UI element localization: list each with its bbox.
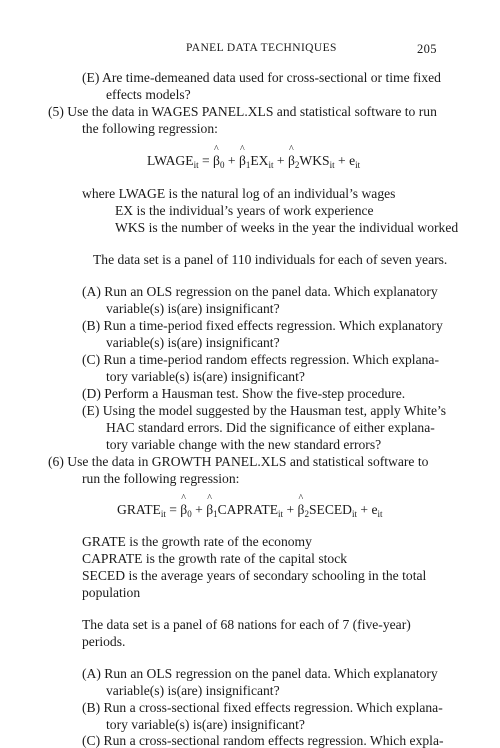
q6-def-line3: SECED is the average years of secondary schooling in the total xyxy=(82,568,427,583)
eq-variable: SECED xyxy=(308,502,353,517)
beta-hat-symbol: ^ β xyxy=(298,502,305,518)
q5-c-line2: tory variable(s) is(are) insignificant? xyxy=(106,369,305,384)
beta-hat-symbol: ^ β xyxy=(213,153,220,169)
eq-subscript: 1 xyxy=(245,160,251,170)
q5-c-line1: (C) Run a time-period random effects regression. Which explana- xyxy=(82,352,439,367)
q5-e-line2: HAC standard errors. Did the significance of either explana- xyxy=(106,420,435,435)
beta-hat-symbol: ^ β xyxy=(206,502,213,518)
q5-panel-note: The data set is a panel of 110 individuals for each of seven years. xyxy=(93,252,448,267)
q6-b-line2: tory variable(s) is(are) insignificant? xyxy=(106,717,305,732)
eq-subscript: 2 xyxy=(294,160,300,170)
eq-error-term: + e xyxy=(334,153,356,168)
eq-error-term: + e xyxy=(357,502,378,517)
eq-variable: EX xyxy=(250,153,269,168)
q6-b-line1: (B) Run a cross-sectional fixed effects regression. Which explana- xyxy=(82,700,443,715)
eq-subscript: it xyxy=(160,509,166,519)
eq-operator: + xyxy=(273,153,288,168)
q5-line2: the following regression: xyxy=(82,121,218,136)
q5-b-line2: variable(s) is(are) insignificant? xyxy=(106,335,280,350)
q6-def-line1: GRATE is the growth rate of the economy xyxy=(82,534,312,549)
q5-equation xyxy=(147,153,360,170)
eq-subscript: it xyxy=(352,509,358,519)
q6-line1: (6) Use the data in GROWTH PANEL.XLS and statistical software to xyxy=(48,454,429,469)
q5-where-line1: where LWAGE is the natural log of an individual’s wages xyxy=(82,186,396,201)
q5-line1: (5) Use the data in WAGES PANEL.XLS and statistical software to run xyxy=(48,104,437,119)
eq-dependent-variable: LWAGE xyxy=(147,153,194,168)
eq-subscript: it xyxy=(268,160,274,170)
eq-subscript: it xyxy=(278,509,284,519)
q5-b-line1: (B) Run a time-period fixed effects regression. Which explanatory xyxy=(82,318,443,333)
q6-c-line1: (C) Run a cross-sectional random effects regression. Which expla- xyxy=(82,733,444,748)
page-number: 205 xyxy=(417,42,437,56)
q5-e-line3: tory variable change with the new standard errors? xyxy=(106,437,382,452)
eq-subscript: it xyxy=(329,160,335,170)
running-title: PANEL DATA TECHNIQUES xyxy=(186,42,337,54)
eq-subscript: 0 xyxy=(187,509,192,519)
q5-a-line2: variable(s) is(are) insignificant? xyxy=(106,301,280,316)
beta-hat-symbol: ^ β xyxy=(180,502,187,518)
eq-subscript: it xyxy=(355,160,361,170)
q4-e-line1: (E) Are time-demeaned data used for cross-sectional or time fixed xyxy=(82,70,441,85)
eq-subscript: it xyxy=(193,160,199,170)
q5-e-line1: (E) Using the model suggested by the Hausman test, apply White’s xyxy=(82,403,447,418)
eq-operator: + xyxy=(191,502,207,517)
q6-equation xyxy=(117,502,383,519)
q6-panel-note-line2: periods. xyxy=(82,634,126,649)
eq-operator: + xyxy=(224,153,239,168)
beta-hat-symbol: ^ β xyxy=(239,153,246,169)
beta-hat-symbol: ^ β xyxy=(288,153,295,169)
q5-d-line1: (D) Perform a Hausman test. Show the five-step procedure. xyxy=(82,386,406,401)
q5-a-line1: (A) Run an OLS regression on the panel data. Which explanatory xyxy=(82,284,438,299)
q5-where-line3: WKS is the number of weeks in the year the individual worked xyxy=(115,220,459,235)
q5-where-line2: EX is the individual’s years of work experience xyxy=(115,203,374,218)
eq-variable: CAPRATE xyxy=(217,502,279,517)
eq-operator: + xyxy=(283,502,298,517)
q6-line2: run the following regression: xyxy=(82,471,240,486)
q4-e-line2: effects models? xyxy=(106,87,191,102)
eq-subscript: 0 xyxy=(219,160,225,170)
eq-operator: = xyxy=(198,153,214,168)
q6-def-line2: CAPRATE is the growth rate of the capital stock xyxy=(82,551,348,566)
eq-variable: WKS xyxy=(299,153,330,168)
eq-subscript: it xyxy=(377,509,383,519)
eq-subscript: 1 xyxy=(213,509,218,519)
eq-operator: = xyxy=(165,502,181,517)
q6-panel-note-line1: The data set is a panel of 68 nations for each of 7 (five-year) xyxy=(82,617,411,632)
q6-a-line2: variable(s) is(are) insignificant? xyxy=(106,683,280,698)
q6-a-line1: (A) Run an OLS regression on the panel data. Which explanatory xyxy=(82,666,438,681)
eq-subscript: 2 xyxy=(304,509,309,519)
eq-dependent-variable: GRATE xyxy=(117,502,161,517)
q6-def-line4: population xyxy=(82,585,141,600)
